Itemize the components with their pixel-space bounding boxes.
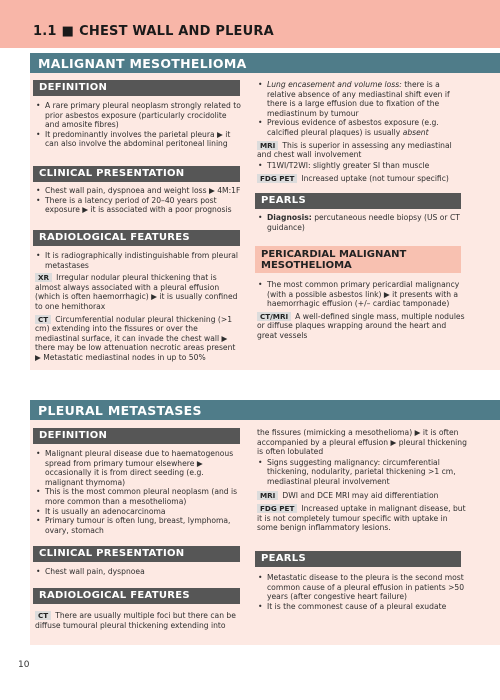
meso-right-text [257, 80, 467, 184]
mets-pearls-heading: PEARLS [255, 551, 461, 567]
page-number: 10 [18, 660, 30, 670]
meso-clinical-heading: CLINICAL PRESENTATION [33, 166, 240, 182]
list-item: • Chest wall pain, dyspnoea [35, 567, 243, 577]
list-item: • T1WI/T2WI: slightly greater SI than muscle [257, 161, 467, 171]
mets-clinical-text [35, 567, 243, 577]
list-item: • Signs suggesting malignancy: circumferential thickening, nodularity, parietal thickening >1 cm, mediastinal pleural involvement [257, 458, 467, 487]
ct-text: Circumferential nodular pleural thickening (>1 cm) extending into the fissures or over the mediastinal surface, it can invade the chest wall ▶ there may be low attenuation necrotic areas present ▶ Metastatic mediastinal nodes in up to 50% [35, 314, 236, 362]
fdg-paragraph [257, 504, 467, 533]
mets-radiological-text [35, 611, 243, 630]
mets-clinical-heading: CLINICAL PRESENTATION [33, 546, 240, 562]
fdg-text: Increased uptake in malignant disease, but it is not completely tumour specific with uptake in some benign inflammatory lesions. [257, 504, 466, 533]
list-item: • This is the most common pleural neoplasm (and is more common than a mesothelioma) [35, 487, 243, 506]
mri-paragraph [257, 141, 467, 160]
ctmri-text: A well-defined single mass, multiple nodules or diffuse plaques wrapping around the heart and great vessels [257, 311, 465, 340]
fdg-pet-tag: FDG PET [257, 504, 297, 513]
ct-tag: CT [35, 611, 51, 620]
mets-right-text [257, 428, 467, 533]
chapter-number: 1.1 [33, 24, 57, 39]
meso-pearls-text [257, 213, 467, 232]
heading-line: PERICARDIAL MALIGNANT [261, 249, 407, 260]
pericardial-heading [255, 246, 461, 273]
list-item: • A rare primary pleural neoplasm strongly related to prior asbestos exposure (particularly crocidolite and amosite fibres) [35, 101, 243, 130]
xr-text: Irregular nodular pleural thickening that is almost always associated with a pleural effusion (which is often haemorrhagic) ▶ it is usually confined to one hemithorax [35, 273, 238, 311]
fdg-pet-tag: FDG PET [257, 174, 297, 183]
chapter-name: CHEST WALL AND PLEURA [79, 24, 274, 39]
item-text: there is a relative absence of any mediastinal shift even if there is a large effusion due to fixation of the mediastinum by tumour [267, 80, 450, 118]
separator-square: ■ [61, 24, 75, 39]
pericardial-text [257, 280, 467, 341]
list-item: • It predominantly involves the parietal pleura ▶ it can also involve the abdominal peritoneal lining [35, 130, 243, 149]
item-text: Previous evidence of asbestos exposure (e.g. calcified pleural plaques) is usually [267, 118, 439, 137]
chapter-title [33, 24, 274, 39]
list-item: • The most common primary pericardial malignancy (with a possible asbestos link) ▶ it presents with a haemorrhagic effusion (+/– cardiac tamponade) [257, 280, 467, 309]
italic-lead: Lung encasement and volume loss: [267, 80, 402, 89]
ctmri-tag: CT/MRI [257, 312, 291, 321]
meso-radiological-heading: RADIOLOGICAL FEATURES [33, 230, 240, 246]
heading-line: MESOTHELIOMA [261, 260, 352, 271]
list-item: • Primary tumour is often lung, breast, lymphoma, ovary, stomach [35, 516, 243, 535]
mri-text: This is superior in assessing any mediastinal and chest wall involvement [257, 140, 452, 160]
ct-paragraph [35, 315, 243, 363]
list-item [257, 118, 467, 137]
meso-definition-heading: DEFINITION [33, 80, 240, 96]
list-item: • It is the commonest cause of a pleural exudate [257, 602, 467, 612]
section-title-metastases: PLEURAL METASTASES [30, 400, 500, 420]
list-item: • Metastatic disease to the pleura is the second most common cause of a pleural effusion in patients >50 years (after congestive heart failure) [257, 573, 467, 602]
mri-text: DWI and DCE MRI may aid differentiation [282, 490, 439, 500]
ct-text: There are usually multiple foci but there can be diffuse tumoural pleural thickening extending into [35, 611, 236, 630]
ctmri-paragraph [257, 312, 467, 341]
fdg-text: Increased uptake (not tumour specific) [301, 174, 449, 184]
list-item [257, 213, 467, 232]
mets-pearls-text [257, 573, 467, 611]
meso-clinical-text [35, 186, 243, 215]
list-item: • Malignant pleural disease due to haematogenous spread from primary tumour elsewhere ▶ occasionally it is from direct seeding (e.g. malignant thymoma) [35, 449, 243, 487]
list-item [257, 80, 467, 118]
fdg-paragraph [257, 174, 467, 184]
meso-radiological-text [35, 251, 243, 363]
italic-word: absent [402, 127, 429, 137]
list-item: • It is radiographically indistinguishable from pleural metastases [35, 251, 243, 270]
mets-definition-heading: DEFINITION [33, 428, 240, 444]
mets-definition-text [35, 449, 243, 535]
mets-radiological-heading: RADIOLOGICAL FEATURES [33, 588, 240, 604]
meso-definition-text [35, 101, 243, 149]
bold-lead: Diagnosis: [267, 213, 312, 222]
xr-paragraph [35, 273, 243, 311]
list-item: • There is a latency period of 20–40 years post exposure ▶ it is associated with a poor prognosis [35, 196, 243, 215]
section-title-mesothelioma: MALIGNANT MESOTHELIOMA [30, 53, 500, 73]
continued-text: the fissures (mimicking a mesothelioma) ▶ it is often accompanied by a pleural effusion ▶ pleural thickening is often lobulated [257, 428, 467, 457]
mri-paragraph [257, 491, 467, 501]
xr-tag: XR [35, 273, 52, 282]
item-text: percutaneous needle biopsy (US or CT guidance) [267, 213, 460, 232]
meso-pearls-heading: PEARLS [255, 193, 461, 209]
list-item: • It is usually an adenocarcinoma [35, 507, 243, 517]
mri-tag: MRI [257, 141, 278, 150]
ct-tag: CT [35, 315, 51, 324]
mri-tag: MRI [257, 491, 278, 500]
list-item: • Chest wall pain, dyspnoea and weight loss ▶ 4M:1F [35, 186, 243, 196]
